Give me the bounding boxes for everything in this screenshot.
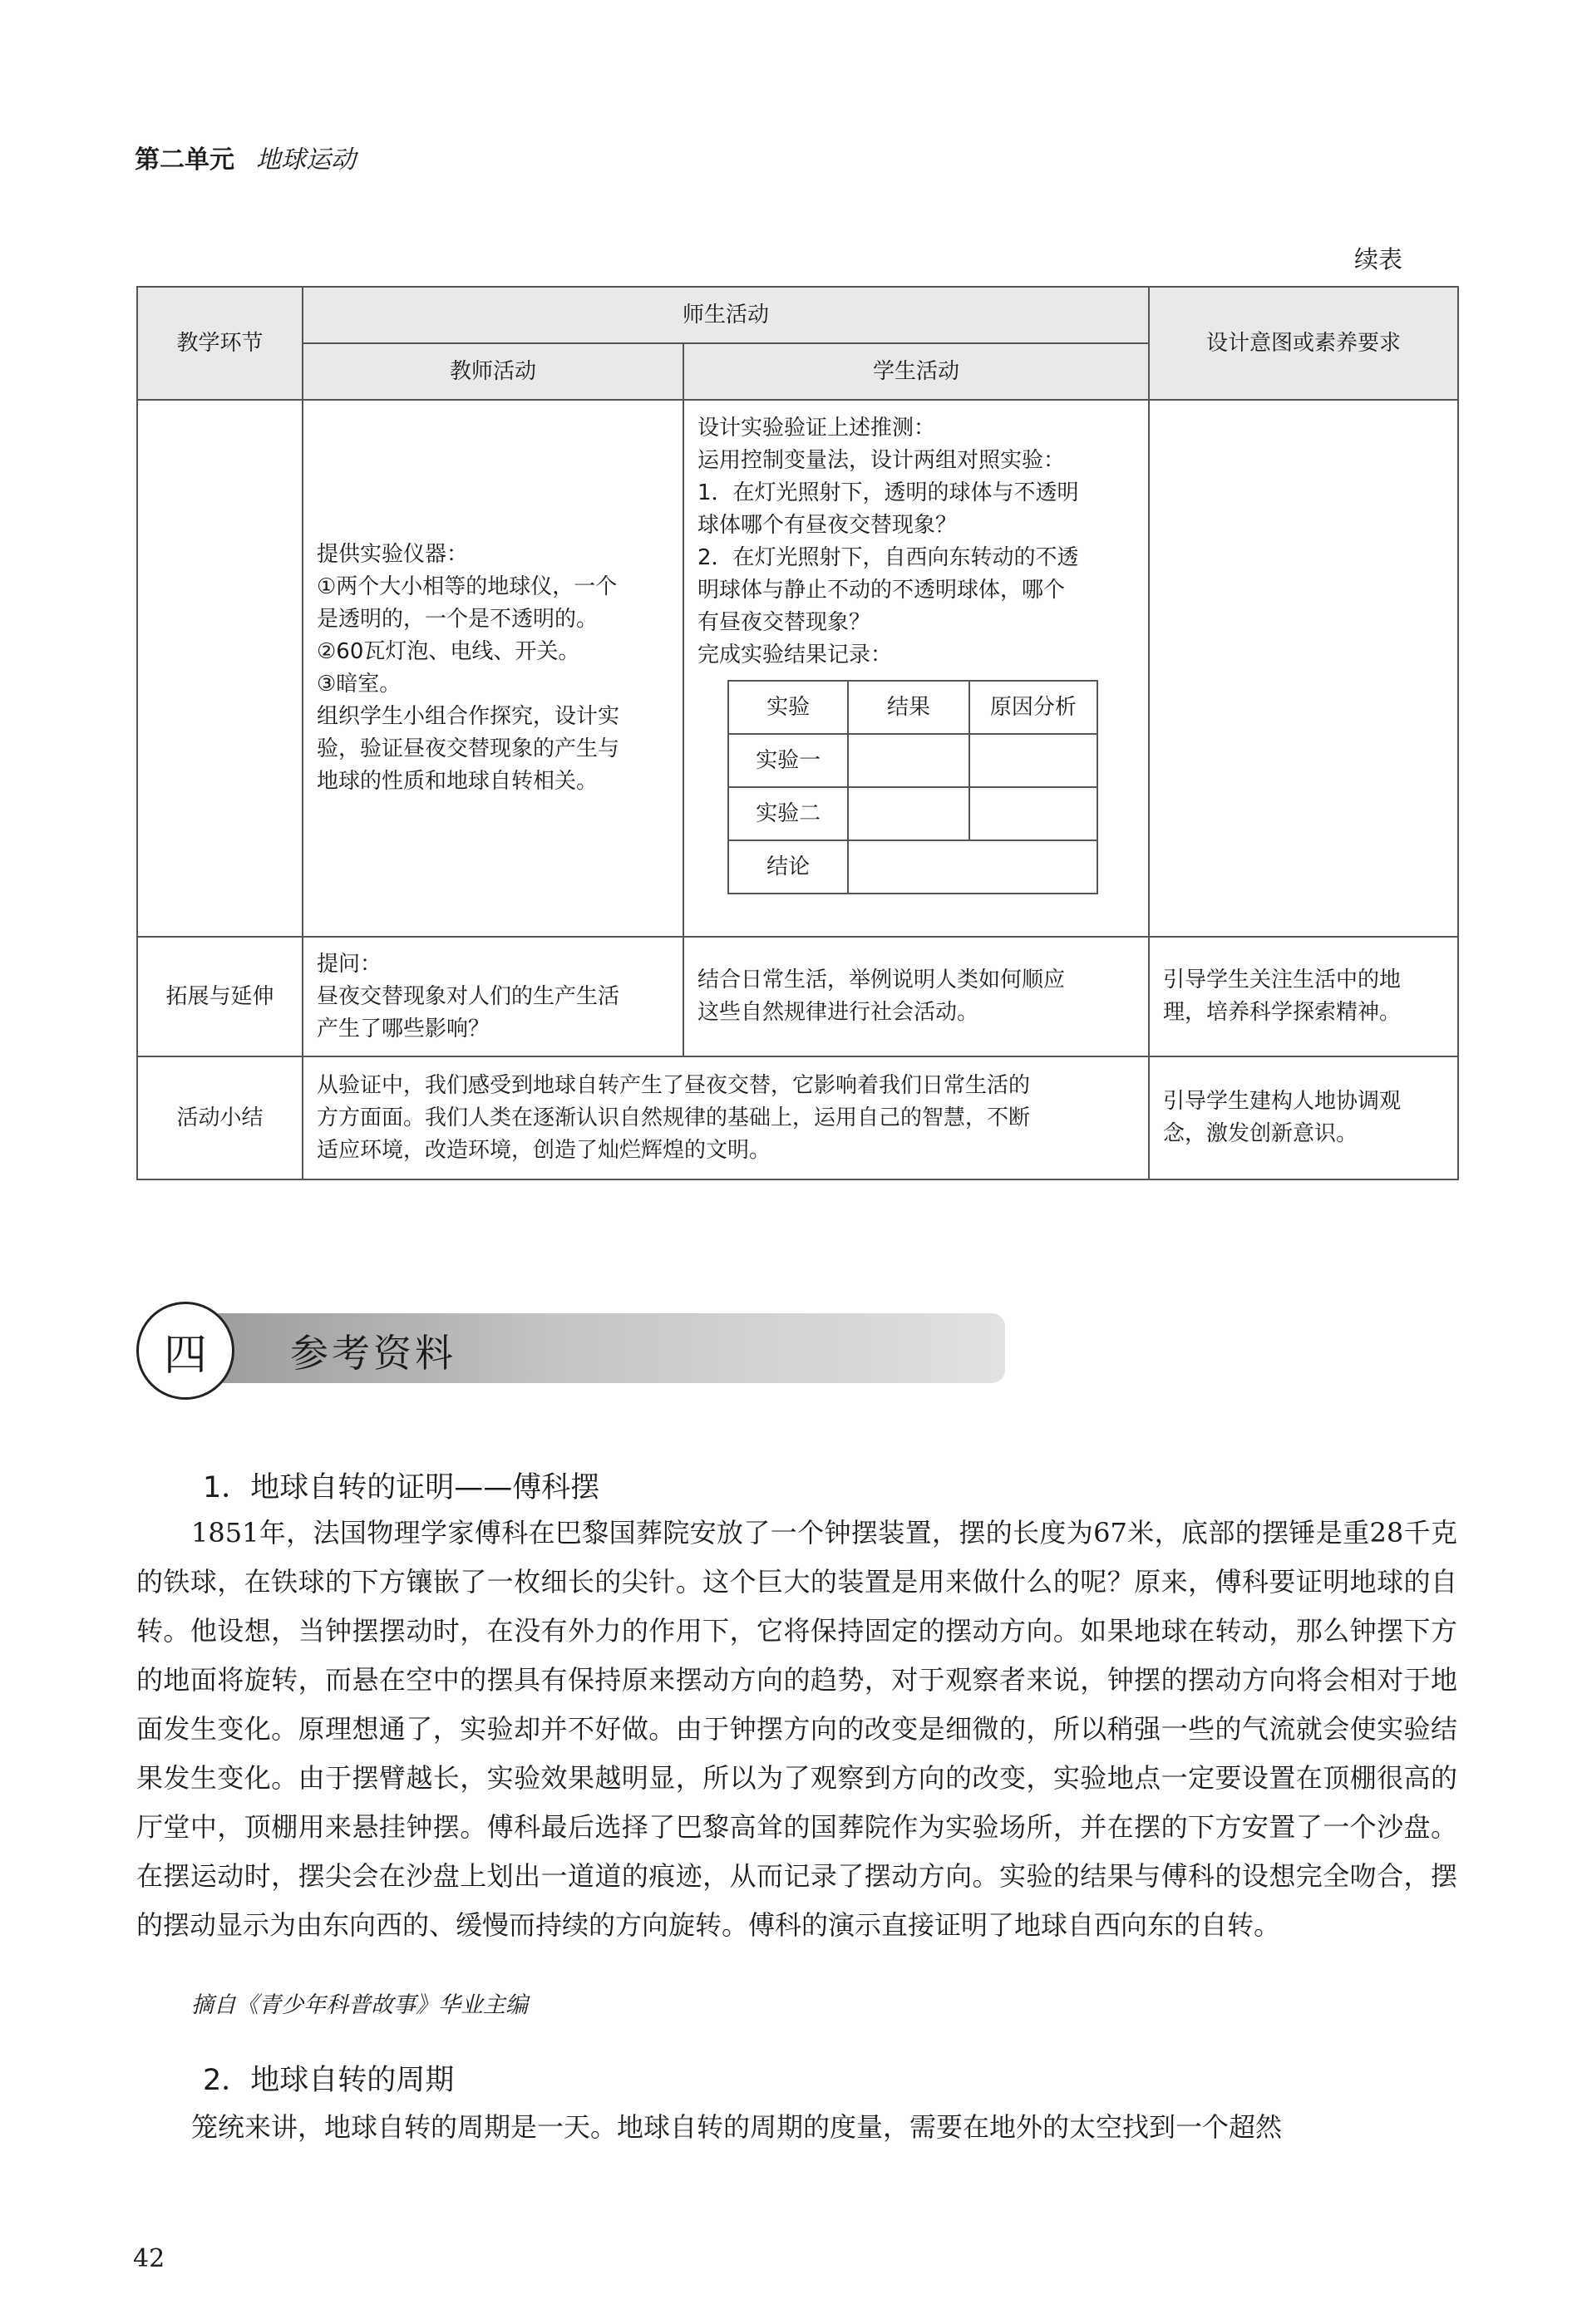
header-student: 学生活动	[683, 343, 1149, 400]
row2-design: 引导学生关注生活中的地 理，培养科学探索精神。	[1149, 937, 1458, 1056]
row2-stage: 拓展与延伸	[137, 937, 303, 1056]
ref2-body: 笼统来讲，地球自转的周期是一天。地球自转的周期的度量，需要在地外的太空找到一个超然	[191, 2111, 1283, 2143]
row3-design: 引导学生建构人地协调观 念，激发创新意识。	[1149, 1056, 1458, 1179]
ref1-source: 摘自《青少年科普故事》华业主编	[191, 1992, 528, 2018]
inner-row-conclusion: 结论	[728, 840, 848, 894]
row2-teacher: 提问： 昼夜交替现象对人们的生产生活 产生了哪些影响？	[303, 937, 683, 1056]
row1-student: 设计实验验证上述推测： 运用控制变量法，设计两组对照实验： 1．在灯光照射下，透明的球体与不透明 球体哪个有昼夜交替现象？ 2．在灯光照射下，自西向东转动的不透 明球体与静止不动的不透明球体，哪个 有昼夜交替现象？ 完成实验结果记录： 实验 结果 原因分析 实验一 实验二 结论	[683, 400, 1149, 937]
ref1-body: 1851年，法国物理学家傅科在巴黎国葬院安放了一个钟摆装置，摆的长度为67米，底部的摆锤是重28千克的铁球，在铁球的下方镶嵌了一枚细长的尖针。这个巨大的装置是用来做什么的呢？原来，傅科要证明地球的自转。他设想，当钟摆摆动时，在没有外力的作用下，它将保持固定的摆动方向。如果地球在转动，那么钟摆下方的地面将旋转，而悬在空中的摆具有保持原来摆动方向的趋势，对于观察者来说，钟摆的摆动方向将会相对于地面发生变化。原理想通了，实验却并不好做。由于钟摆方向的改变是细微的，所以稍强一些的气流就会使实验结果发生变化。由于摆臂越长，实验效果越明显，所以为了观察到方向的改变，实验地点一定要设置在顶棚很高的厅堂中，顶棚用来悬挂钟摆。傅科最后选择了巴黎高耸的国葬院作为实验场所，并在摆的下方安置了一个沙盘。在摆运动时，摆尖会在沙盘上划出一道道的痕迹，从而记录了摆动方向。实验的结果与傅科的设想完全吻合，摆的摆动显示为由东向西的、缓慢而持续的方向旋转。傅科的演示直接证明了地球自西向东的自转。	[136, 1517, 1457, 1941]
row3-content: 从验证中，我们感受到地球自转产生了昼夜交替，它影响着我们日常生活的 方方面面。我们人类在逐渐认识自然规律的基础上，运用自己的智慧，不断 适应环境，改造环境，创造了灿烂辉煌的文明。	[303, 1056, 1149, 1179]
header-stage: 教学环节	[137, 287, 303, 400]
row1-teacher: 提供实验仪器： ①两个大小相等的地球仪，一个 是透明的，一个是不透明的。 ②60瓦灯泡、电线、开关。 ③暗室。 组织学生小组合作探究，设计实 验，验证昼夜交替现象的产生与 地球的性质和地球自转相关。	[303, 400, 683, 937]
section-title: 参考资料	[290, 1331, 456, 1376]
inner-row-experiment1: 实验一	[728, 734, 848, 787]
row3-stage: 活动小结	[137, 1056, 303, 1179]
inner-header-reason: 原因分析	[969, 681, 1097, 734]
lesson-table	[136, 286, 1459, 1180]
running-header	[135, 139, 356, 175]
unit-label: 第二单元	[135, 145, 234, 175]
ref1-heading: 1．地球自转的证明——傅科摆	[203, 1471, 600, 1504]
inner-cell	[848, 787, 968, 840]
inner-cell	[848, 840, 1097, 894]
row2-student: 结合日常生活，举例说明人类如何顺应 这些自然规律进行社会活动。	[683, 937, 1149, 1056]
inner-cell	[969, 787, 1097, 840]
inner-header-experiment: 实验	[728, 681, 848, 734]
inner-cell	[969, 734, 1097, 787]
row1-design	[1149, 400, 1458, 937]
table-continued-label: 续表	[1353, 245, 1402, 273]
subject-label: 地球运动	[256, 145, 356, 175]
header-activity: 师生活动	[303, 287, 1149, 343]
inner-header-result: 结果	[848, 681, 968, 734]
section-heading	[136, 1302, 1009, 1408]
page-number: 42	[133, 2244, 165, 2273]
header-teacher: 教师活动	[303, 343, 683, 400]
experiment-record-table	[727, 680, 1098, 894]
inner-cell	[848, 734, 968, 787]
section-number-badge: 四	[136, 1302, 234, 1400]
row1-stage	[137, 400, 303, 937]
header-design: 设计意图或素养要求	[1149, 287, 1458, 400]
inner-row-experiment2: 实验二	[728, 787, 848, 840]
ref2-heading: 2．地球自转的周期	[203, 2064, 455, 2097]
